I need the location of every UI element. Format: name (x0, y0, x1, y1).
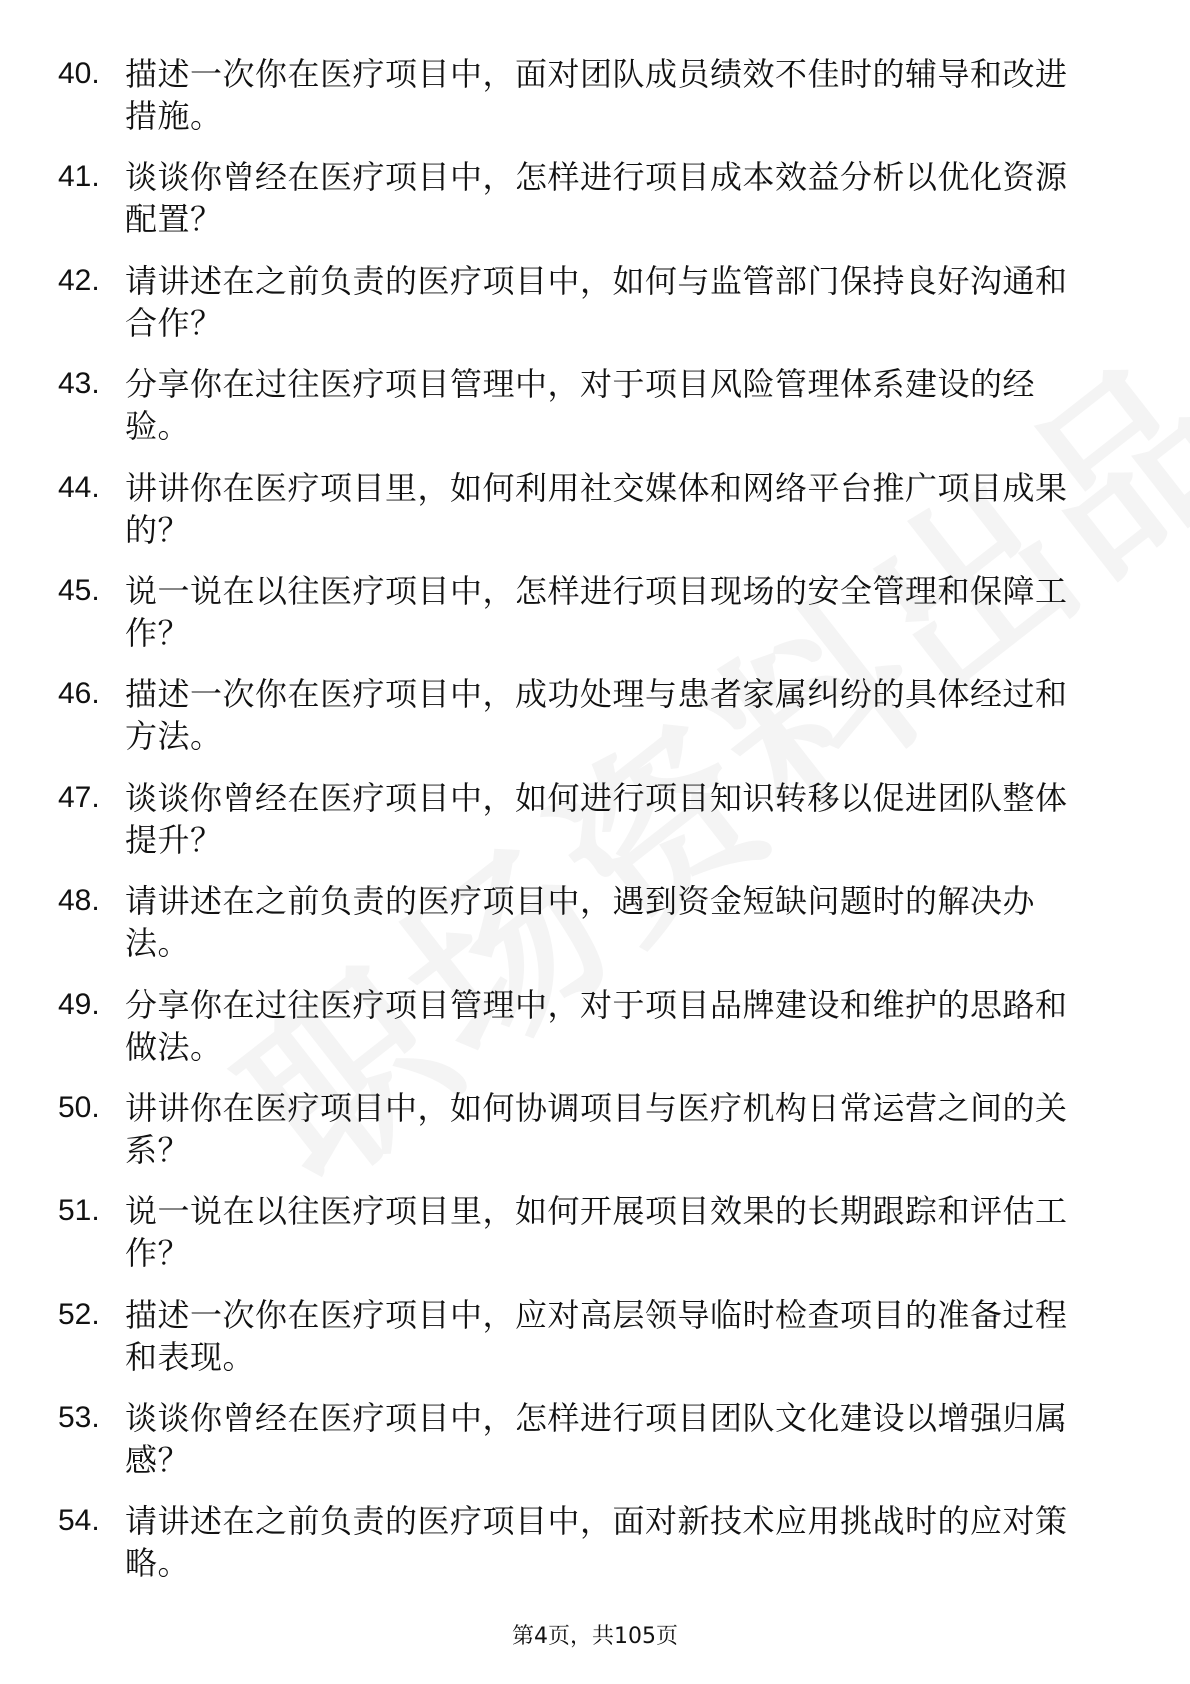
question-number: 48. (58, 884, 100, 918)
question-number: 52. (58, 1297, 100, 1331)
question-item-45 (0, 570, 1190, 673)
question-item-52 (0, 1294, 1190, 1397)
question-text: 请讲述在之前负责的医疗项目中，如何与监管部门保持良好沟通和合作？ (125, 261, 1068, 342)
question-number: 47. (58, 780, 100, 814)
question-text: 讲讲你在医疗项目里，如何利用社交媒体和网络平台推广项目成果的？ (125, 468, 1068, 549)
question-number: 53. (58, 1401, 100, 1435)
question-number: 51. (58, 1194, 100, 1228)
question-text: 分享你在过往医疗项目管理中，对于项目风险管理体系建设的经验。 (125, 365, 1036, 446)
question-item-50 (0, 1087, 1190, 1190)
question-number: 40. (58, 57, 100, 90)
question-item-44 (0, 467, 1190, 570)
question-number: 45. (58, 573, 100, 607)
question-number: 54. (58, 1504, 100, 1538)
question-item-40 (0, 53, 1190, 156)
question-item-42 (0, 260, 1190, 363)
question-number: 41. (58, 160, 100, 194)
question-item-46 (0, 673, 1190, 776)
question-item-54 (0, 1500, 1190, 1603)
question-number: 50. (58, 1090, 100, 1124)
question-text: 分享你在过往医疗项目管理中，对于项目品牌建设和维护的思路和做法。 (125, 985, 1068, 1066)
question-item-53 (0, 1397, 1190, 1500)
question-item-48 (0, 880, 1190, 983)
question-item-47 (0, 777, 1190, 880)
question-number: 42. (58, 263, 100, 297)
question-item-43 (0, 363, 1190, 466)
page-number-footer: 第4页，共105页 (512, 1624, 678, 1649)
question-text: 描述一次你在医疗项目中，成功处理与患者家属纠纷的具体经过和方法。 (125, 675, 1068, 756)
question-item-41 (0, 156, 1190, 259)
question-number: 44. (58, 470, 100, 504)
question-text: 讲讲你在医疗项目中，如何协调项目与医疗机构日常运营之间的关系？ (125, 1088, 1068, 1169)
question-item-51 (0, 1190, 1190, 1293)
question-text: 描述一次你在医疗项目中，应对高层领导临时检查项目的准备过程和表现。 (125, 1295, 1068, 1376)
question-number: 49. (58, 987, 100, 1021)
question-item-49 (0, 984, 1190, 1087)
question-number: 46. (58, 677, 100, 711)
question-text: 请讲述在之前负责的医疗项目中，面对新技术应用挑战时的应对策略。 (125, 1502, 1068, 1583)
question-number: 43. (58, 367, 100, 401)
question-text: 说一说在以往医疗项目中，怎样进行项目现场的安全管理和保障工作？ (125, 571, 1068, 652)
question-list (0, 53, 1190, 1604)
question-text: 谈谈你曾经在医疗项目中，怎样进行项目成本效益分析以优化资源配置？ (125, 158, 1068, 239)
question-text: 描述一次你在医疗项目中，面对团队成员绩效不佳时的辅导和改进措施。 (125, 55, 1068, 135)
question-text: 请讲述在之前负责的医疗项目中，遇到资金短缺问题时的解决办法。 (125, 882, 1036, 963)
question-text: 谈谈你曾经在医疗项目中，如何进行项目知识转移以促进团队整体提升？ (125, 778, 1068, 859)
question-text: 说一说在以往医疗项目里，如何开展项目效果的长期跟踪和评估工作？ (125, 1192, 1068, 1273)
question-text: 谈谈你曾经在医疗项目中，怎样进行项目团队文化建设以增强归属感？ (125, 1399, 1068, 1480)
